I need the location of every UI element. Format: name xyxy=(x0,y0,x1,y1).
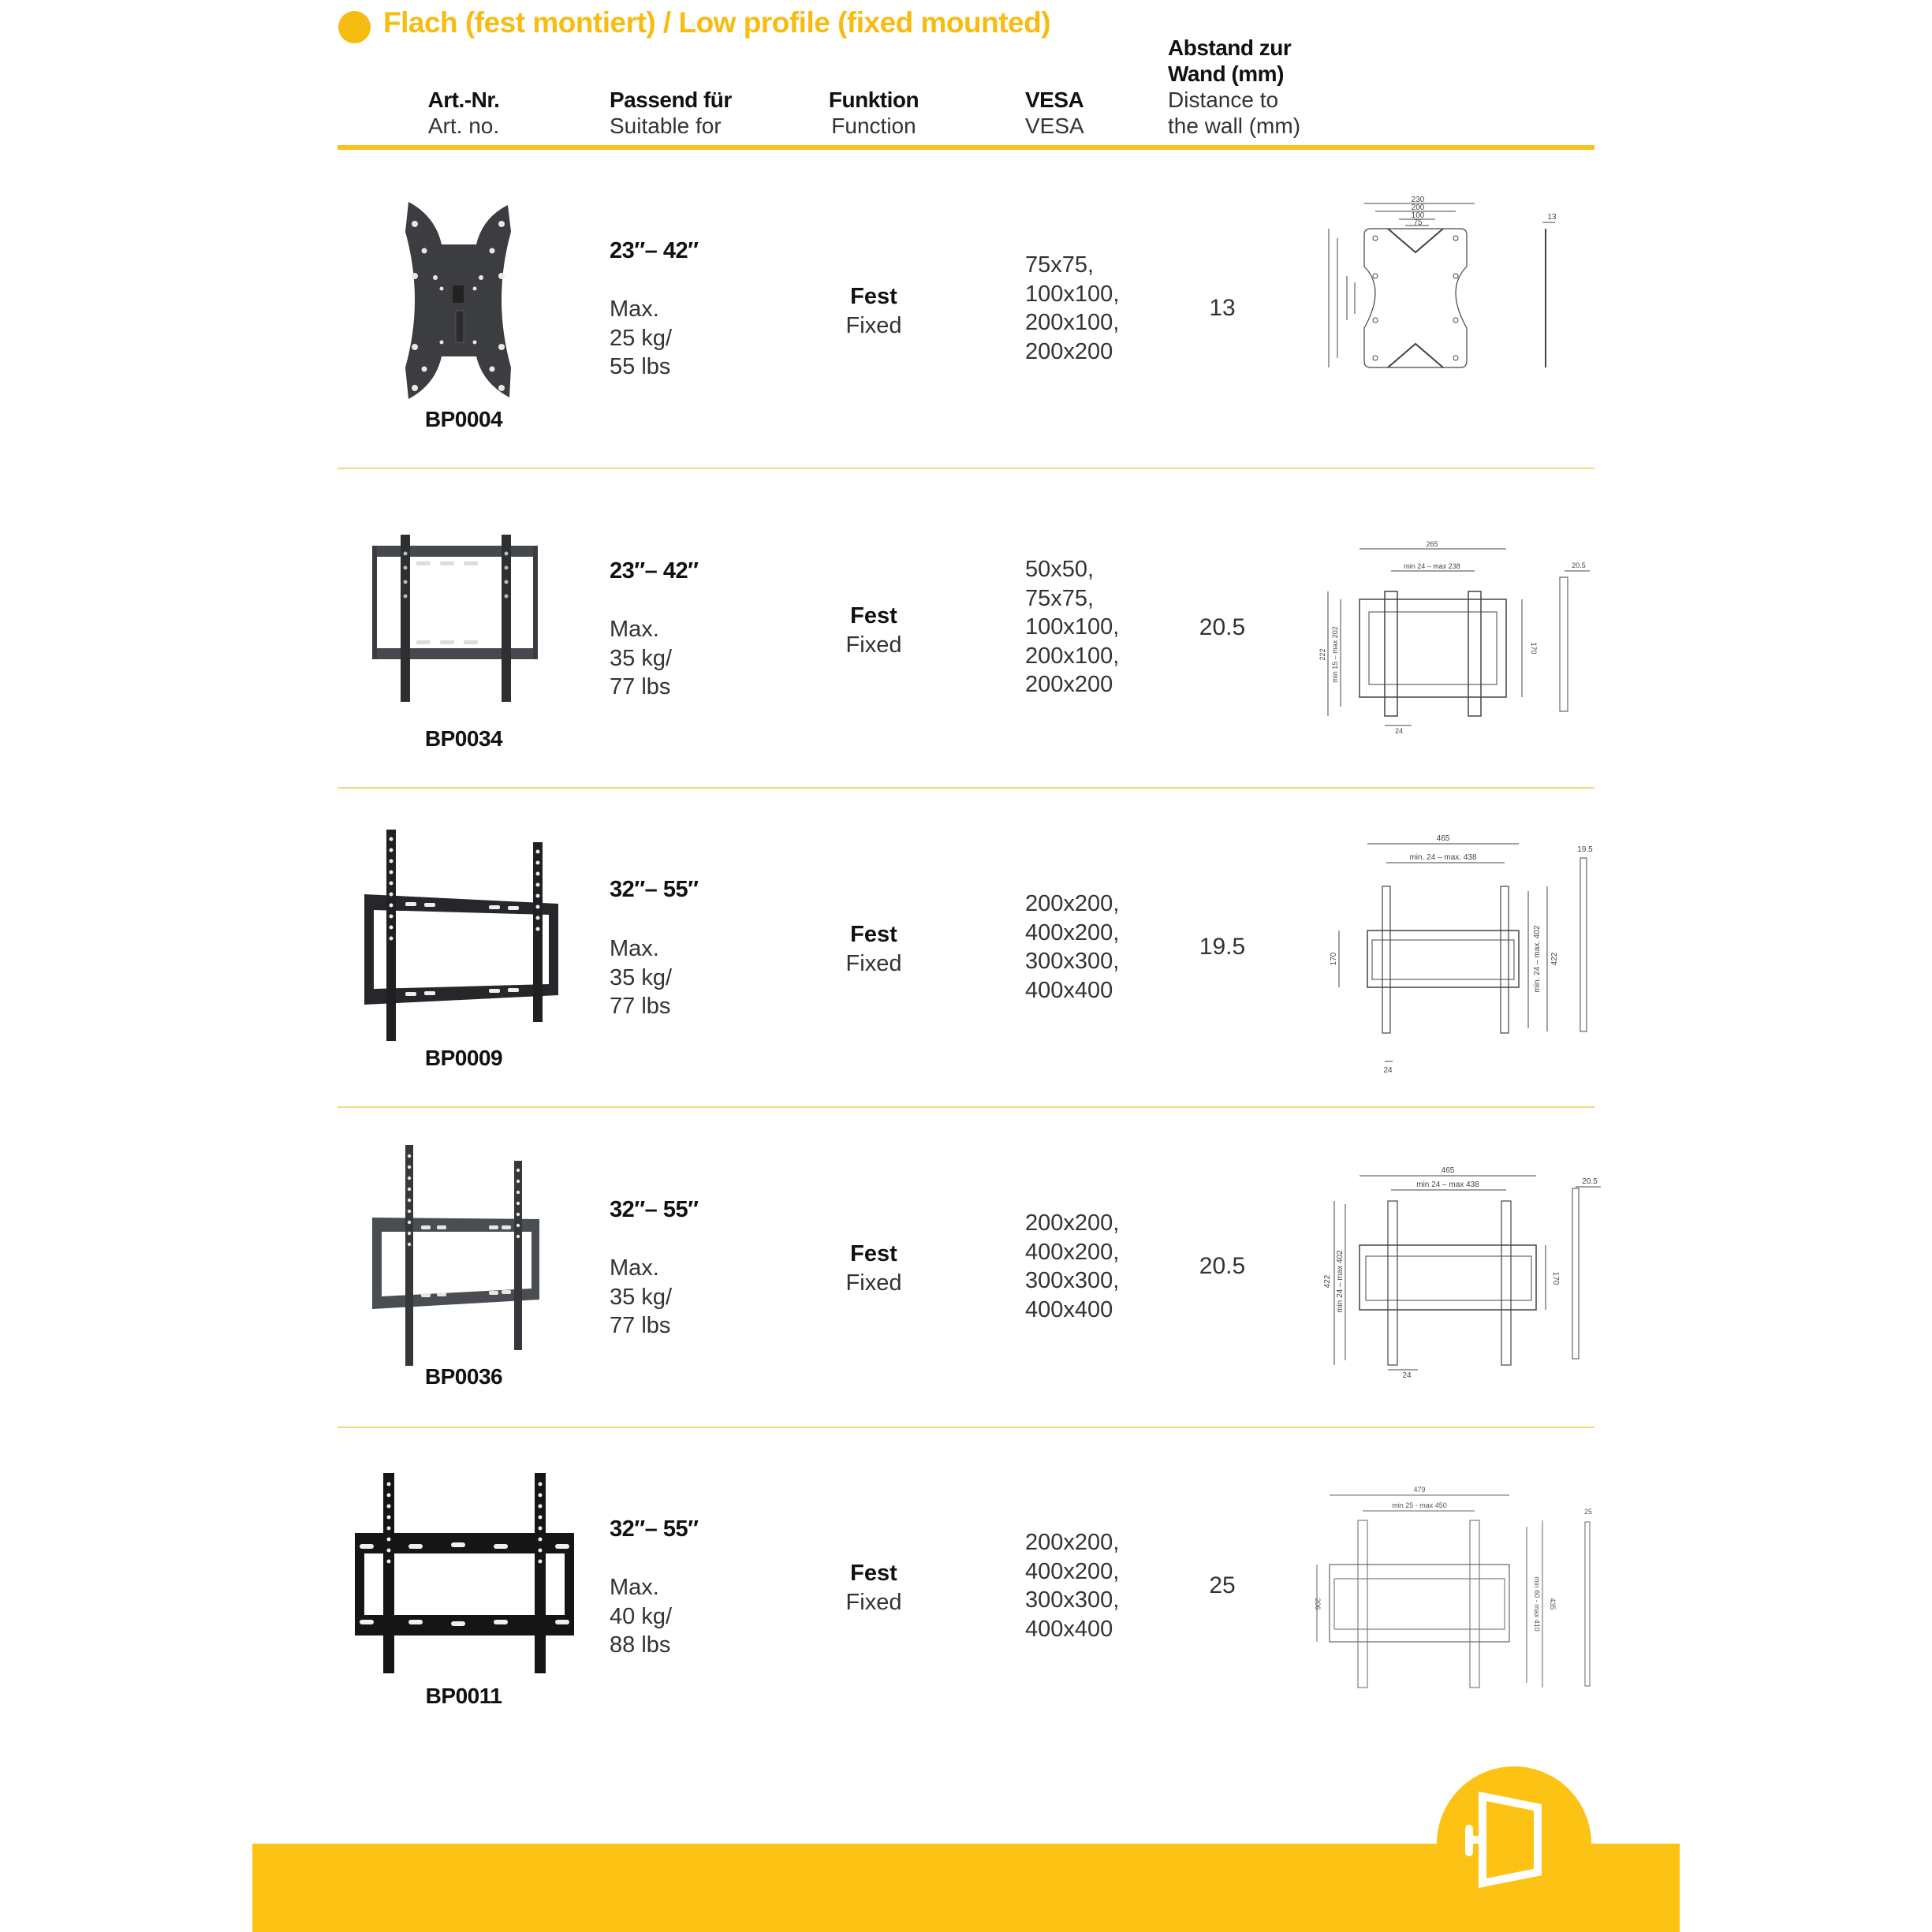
screen-size-range: 32″– 55″ xyxy=(610,1516,699,1542)
header-suitable-for-en: Suitable for xyxy=(610,114,722,138)
dim-label: 465 xyxy=(1441,1166,1455,1175)
vesa-item: 400x400 xyxy=(1025,977,1113,1003)
dim-label: min. 24 – max. 438 xyxy=(1409,853,1477,862)
max-load xyxy=(610,615,672,702)
dim-label: min 24 – max 402 xyxy=(1336,1250,1345,1313)
header-divider xyxy=(338,145,1594,150)
header-vesa-de: VESA xyxy=(1025,88,1084,112)
max-load xyxy=(610,934,672,1021)
dim-label: 24 xyxy=(1394,727,1404,733)
dim-label: 422 xyxy=(1550,952,1559,966)
vesa-list xyxy=(1025,1209,1119,1324)
page-title: Flach (fest montiert) / Low profile (fixed mounted) xyxy=(383,6,1051,39)
function-de: Fest xyxy=(850,922,897,947)
screen-size-range: 23″– 42″ xyxy=(610,558,699,584)
technical-drawing-bp0011 xyxy=(1311,1476,1602,1697)
product-image-frame-mount-small xyxy=(369,530,543,708)
title-bullet-icon xyxy=(338,11,371,43)
max-load xyxy=(610,1573,672,1660)
row-divider xyxy=(338,1106,1594,1108)
wall-distance: 19.5 xyxy=(1199,934,1246,960)
vesa-item: 300x300, xyxy=(1025,1587,1120,1613)
header-distance-en-1: Distance to xyxy=(1168,88,1279,112)
max-label: Max. xyxy=(610,1575,659,1600)
header-art-no-de: Art.-Nr. xyxy=(427,88,500,112)
article-number: BP0011 xyxy=(425,1684,502,1708)
max-kg: 25 kg/ xyxy=(610,325,672,351)
header-suitable-for-de: Passend für xyxy=(610,88,732,112)
vesa-item: 200x200, xyxy=(1025,1210,1120,1236)
max-lbs: 77 lbs xyxy=(610,1313,671,1338)
dim-label: min 24 – max 438 xyxy=(1416,1180,1479,1189)
row-divider xyxy=(338,787,1594,789)
dim-label: min 25 - max 450 xyxy=(1392,1501,1447,1509)
header-distance-de-2: Wand (mm) xyxy=(1168,62,1284,86)
row-divider xyxy=(338,1427,1594,1428)
header-distance-de-1: Abstand zur xyxy=(1168,35,1292,60)
tv-wall-mount-icon xyxy=(1459,1790,1569,1893)
vesa-list xyxy=(1025,251,1119,366)
function-en: Fixed xyxy=(845,950,902,976)
dim-label: 20.5 xyxy=(1582,1177,1598,1186)
wall-distance: 13 xyxy=(1209,295,1236,321)
max-lbs: 88 lbs xyxy=(610,1632,671,1658)
header-function xyxy=(829,87,919,139)
dim-label: 19.5 xyxy=(1577,845,1593,854)
dim-label: 222 xyxy=(1318,648,1326,661)
vesa-item: 200x200 xyxy=(1025,672,1113,697)
wall-distance: 25 xyxy=(1209,1572,1236,1598)
dim-label: 230 xyxy=(1411,196,1425,204)
product-image-flat-mount-black xyxy=(353,1471,576,1678)
vesa-item: 75x75, xyxy=(1025,252,1095,278)
vesa-item: 200x200, xyxy=(1025,891,1120,916)
dim-label: 170 xyxy=(1551,1271,1560,1285)
product-image-flat-mount-large xyxy=(363,828,560,1049)
vesa-item: 100x100, xyxy=(1025,281,1120,307)
dim-label: min 60 - max 410 xyxy=(1533,1576,1541,1632)
vesa-item: 400x400 xyxy=(1025,1296,1113,1322)
max-lbs: 77 lbs xyxy=(610,674,671,699)
max-lbs: 55 lbs xyxy=(610,354,671,379)
header-art-no-en: Art. no. xyxy=(427,114,500,138)
dim-label: 24 xyxy=(1383,1066,1393,1075)
header-function-en: Function xyxy=(831,114,916,138)
function-de: Fest xyxy=(850,284,897,309)
vesa-item: 100x100, xyxy=(1025,614,1120,640)
dim-label: 20.5 xyxy=(1572,561,1586,569)
technical-drawing-bp0009 xyxy=(1309,830,1601,1078)
product-image-flat-mount-tiltable xyxy=(371,1143,544,1372)
dim-label: 100 xyxy=(1411,211,1425,220)
header-function-de: Funktion xyxy=(828,88,919,112)
dim-label: 25 xyxy=(1583,1508,1593,1516)
vesa-item: 50x50, xyxy=(1025,557,1095,582)
technical-drawing-bp0004 xyxy=(1309,188,1601,424)
function-de: Fest xyxy=(850,1241,897,1266)
header-suitable-for xyxy=(610,87,732,139)
max-kg: 35 kg/ xyxy=(610,645,672,671)
vesa-item: 200x100, xyxy=(1025,643,1120,669)
dim-label: 479 xyxy=(1413,1486,1426,1494)
max-load xyxy=(610,295,672,382)
article-number: BP0036 xyxy=(424,1364,503,1389)
dim-label: 465 xyxy=(1436,834,1450,843)
dim-label: min. 24 – max. 402 xyxy=(1533,925,1542,993)
header-vesa-en: VESA xyxy=(1025,114,1084,138)
vesa-list xyxy=(1025,555,1119,699)
article-number: BP0004 xyxy=(424,407,503,431)
dim-label: min 15 – max 202 xyxy=(1331,626,1339,683)
function-en: Fixed xyxy=(845,1589,902,1615)
article-number: BP0034 xyxy=(424,726,503,751)
dim-label: 13 xyxy=(1547,213,1557,222)
product-image-plate-mount xyxy=(404,200,513,399)
max-lbs: 77 lbs xyxy=(610,994,671,1019)
function-de: Fest xyxy=(850,1561,897,1586)
article-number: BP0009 xyxy=(424,1046,503,1070)
vesa-list xyxy=(1025,1528,1119,1643)
max-load xyxy=(610,1254,672,1341)
vesa-item: 400x200, xyxy=(1025,1239,1120,1265)
dim-label: 422 xyxy=(1323,1274,1332,1289)
header-distance xyxy=(1168,35,1300,139)
screen-size-range: 32″– 55″ xyxy=(610,1197,699,1222)
max-label: Max. xyxy=(610,1255,659,1281)
function xyxy=(846,282,902,340)
header-distance-en-2: the wall (mm) xyxy=(1168,114,1301,138)
dim-label: 265 xyxy=(1426,540,1438,548)
dim-label: min 24 – max 238 xyxy=(1404,562,1460,570)
max-label: Max. xyxy=(610,936,659,961)
max-kg: 35 kg/ xyxy=(610,964,672,990)
max-kg: 35 kg/ xyxy=(610,1284,672,1310)
dim-label: 170 xyxy=(1530,642,1538,655)
dim-label: 435 xyxy=(1549,1598,1557,1610)
vesa-item: 200x200, xyxy=(1025,1530,1120,1555)
function-en: Fixed xyxy=(845,632,902,658)
vesa-item: 300x300, xyxy=(1025,949,1120,974)
vesa-item: 200x200 xyxy=(1025,338,1113,364)
vesa-item: 400x200, xyxy=(1025,919,1120,945)
dim-label: 75 xyxy=(1413,218,1423,227)
function-en: Fixed xyxy=(845,1270,902,1296)
header-vesa xyxy=(1025,87,1084,139)
wall-distance: 20.5 xyxy=(1199,1253,1246,1279)
vesa-item: 200x100, xyxy=(1025,310,1120,335)
dim-label: 200 xyxy=(1411,203,1425,212)
vesa-item: 75x75, xyxy=(1025,585,1095,611)
row-divider xyxy=(338,468,1594,469)
screen-size-range: 32″– 55″ xyxy=(610,877,699,902)
wall-distance: 20.5 xyxy=(1199,614,1246,640)
max-label: Max. xyxy=(610,617,659,642)
function xyxy=(846,602,902,659)
header-art-no xyxy=(428,87,500,139)
technical-drawing-bp0034 xyxy=(1309,536,1601,733)
vesa-item: 400x400 xyxy=(1025,1616,1113,1642)
function xyxy=(846,1559,902,1617)
dim-label: 206 xyxy=(1314,1598,1322,1610)
dim-label: 24 xyxy=(1402,1371,1412,1380)
vesa-item: 300x300, xyxy=(1025,1268,1120,1293)
vesa-item: 400x200, xyxy=(1025,1558,1120,1584)
vesa-list xyxy=(1025,890,1119,1005)
dim-label: 170 xyxy=(1330,952,1338,966)
max-kg: 40 kg/ xyxy=(610,1603,672,1629)
screen-size-range: 23″– 42″ xyxy=(610,238,699,263)
function xyxy=(846,1240,902,1297)
function-de: Fest xyxy=(850,603,897,628)
function-en: Fixed xyxy=(845,312,902,338)
function xyxy=(846,920,902,978)
technical-drawing-bp0036 xyxy=(1309,1163,1601,1384)
max-label: Max. xyxy=(610,297,659,322)
